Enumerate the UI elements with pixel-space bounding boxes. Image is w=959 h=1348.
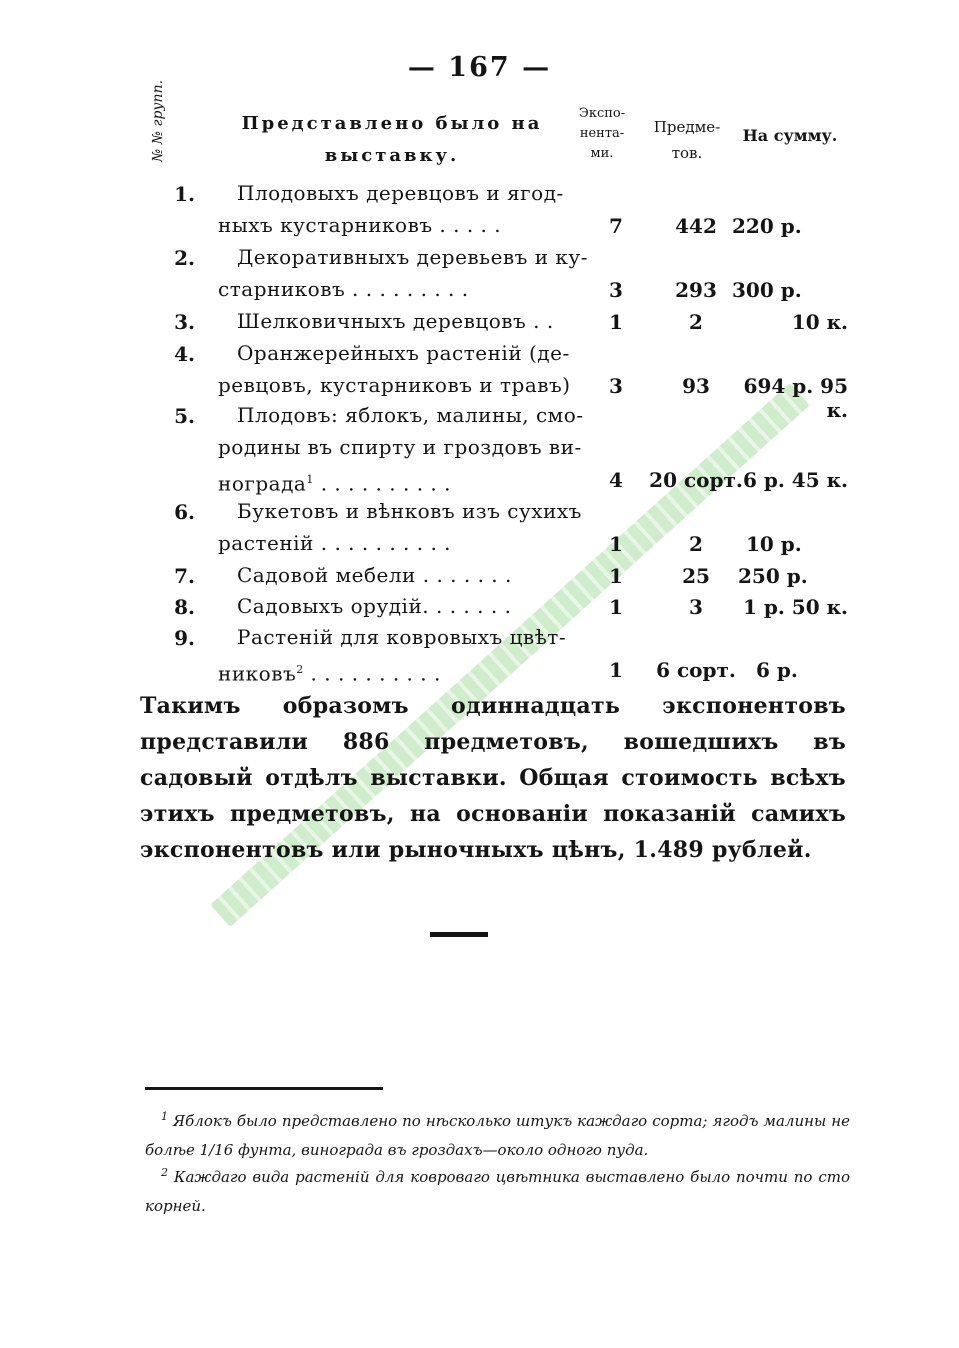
- header-group-number: № № групп.: [150, 79, 166, 162]
- row-text: ревцовъ, кустарниковъ и травъ): [218, 373, 571, 397]
- row-amount: 1 р. 50 к.: [743, 595, 848, 619]
- row-number: 5.: [174, 404, 195, 428]
- row-number: 3.: [174, 310, 195, 334]
- footnote-2: $^2$ Каждаго вида растеній для ковроваго цвѣтника выставлено было почти по сто корней.: [145, 1166, 850, 1215]
- footnote-rule: [145, 1087, 383, 1090]
- row-items: 2: [689, 310, 703, 334]
- row-amount: 10 р.: [746, 532, 802, 556]
- row-items: 2: [689, 532, 703, 556]
- row-text: Декоративныхъ деревьевъ и ку-: [237, 245, 588, 269]
- row-amount: 6 р. 45 к.: [743, 468, 848, 492]
- row-text: Растеній для ковровыхъ цвѣт-: [237, 625, 567, 649]
- row-exhibitors: 3: [609, 374, 623, 398]
- row-amount: 300 р.: [732, 278, 802, 302]
- row-amount: 250 р.: [738, 564, 808, 588]
- header-items: Предме- тов.: [653, 118, 721, 162]
- row-items: 293: [675, 278, 717, 302]
- header-amount: На сумму.: [742, 126, 838, 145]
- row-exhibitors: 7: [609, 214, 623, 238]
- row-text: ныхъ кустарниковъ . . . . .: [218, 213, 502, 237]
- row-number: 2.: [174, 246, 195, 270]
- section-divider: [430, 932, 488, 937]
- row-items: 20 сорт.: [649, 468, 743, 492]
- footnote-ref: 1: [306, 473, 314, 486]
- footnote-1: $^1$ Яблокъ было представлено по нѣсколько штукъ каждаго сорта; ягодъ малины не болѣе 1/16 фунта, винограда въ гроздахъ—около одного пуда.: [145, 1110, 850, 1159]
- row-number: 8.: [174, 595, 195, 619]
- row-amount: 6 р.: [756, 658, 798, 682]
- row-exhibitors: 1: [609, 564, 623, 588]
- row-exhibitors: 3: [609, 278, 623, 302]
- row-text: растеній . . . . . . . . . .: [218, 531, 452, 555]
- summary-paragraph: Такимъ образомъ одиннадцать экспонентовъ представили 886 предметовъ, вошедшихъ въ садовый отдѣлъ выставки. Общая стоимость всѣхъ этихъ предметовъ, на основаніи показаній самихъ экспонентовъ или рыночныхъ цѣнъ, 1.489 рублей.: [140, 693, 846, 863]
- row-text: Садовой мебели . . . . . . .: [237, 563, 512, 587]
- row-number: 1.: [174, 182, 195, 206]
- row-items: 6 сорт.: [656, 658, 736, 682]
- row-items: 442: [675, 214, 717, 238]
- row-amount: 694 р. 95 к.: [743, 374, 848, 422]
- row-text: родины въ спирту и гроздовъ ви-: [218, 435, 582, 459]
- row-number: 4.: [174, 342, 195, 366]
- row-exhibitors: 1: [609, 532, 623, 556]
- row-text: никовъ$^2$ . . . . . . . . . .: [218, 661, 441, 686]
- row-exhibitors: 4: [609, 468, 623, 492]
- row-number: 9.: [174, 626, 195, 650]
- row-text: Садовыхъ орудій. . . . . . .: [237, 594, 512, 618]
- row-text: Букетовъ и вѣнковъ изъ сухихъ: [237, 499, 582, 523]
- page-number: — 167 —: [407, 52, 552, 83]
- row-exhibitors: 1: [609, 310, 623, 334]
- row-items: 3: [689, 595, 703, 619]
- row-amount: 220 р.: [732, 214, 802, 238]
- row-exhibitors: 1: [609, 658, 623, 682]
- row-text: Шелковичныхъ деревцовъ . .: [237, 309, 554, 333]
- row-number: 7.: [174, 564, 195, 588]
- row-amount: 10 к.: [791, 310, 848, 334]
- row-items: 25: [682, 564, 710, 588]
- header-description: Представлено было на выставку.: [241, 113, 543, 166]
- row-text: старниковъ . . . . . . . . .: [218, 277, 469, 301]
- footnote-ref: 2: [296, 663, 304, 676]
- row-text: Плодовъ: яблокъ, малины, смо-: [237, 403, 584, 427]
- row-number: 6.: [174, 500, 195, 524]
- row-text: Оранжерейныхъ растеній (де-: [237, 341, 570, 365]
- row-text: нограда$^1$ . . . . . . . . . .: [218, 471, 451, 496]
- header-exhibitors: Экспо- нента- ми.: [578, 106, 626, 161]
- row-text: Плодовыхъ деревцовъ и ягод-: [237, 181, 564, 205]
- row-exhibitors: 1: [609, 595, 623, 619]
- row-items: 93: [682, 374, 710, 398]
